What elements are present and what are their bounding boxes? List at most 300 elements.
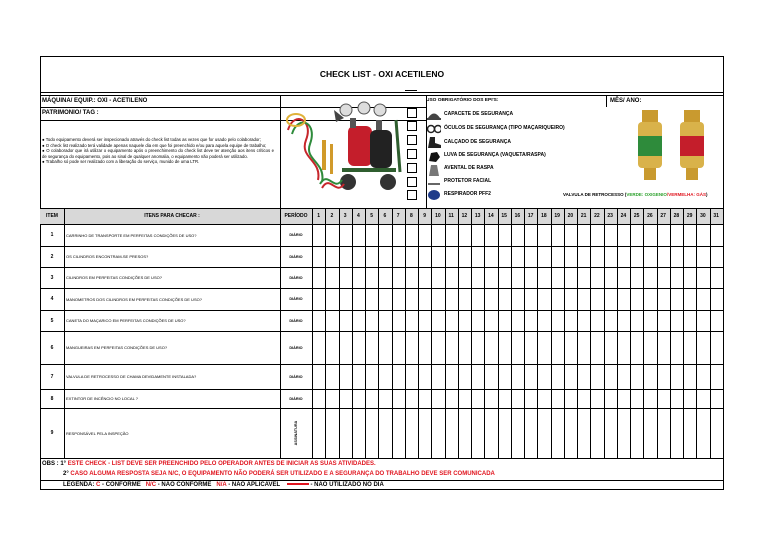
day-check-cell[interactable] bbox=[577, 389, 590, 408]
day-check-cell[interactable] bbox=[564, 246, 577, 267]
day-check-cell[interactable] bbox=[577, 310, 590, 331]
day-check-cell[interactable] bbox=[352, 408, 365, 458]
day-check-cell[interactable] bbox=[392, 331, 405, 364]
day-check-cell[interactable] bbox=[617, 310, 630, 331]
day-check-cell[interactable] bbox=[392, 288, 405, 310]
day-check-cell[interactable] bbox=[630, 408, 643, 458]
day-check-cell[interactable] bbox=[551, 246, 564, 267]
day-check-cell[interactable] bbox=[670, 408, 683, 458]
day-check-cell[interactable] bbox=[643, 267, 656, 288]
day-header: 26 bbox=[647, 213, 653, 219]
day-check-cell[interactable] bbox=[710, 246, 723, 267]
day-check-cell[interactable] bbox=[445, 389, 458, 408]
day-check-cell[interactable] bbox=[537, 224, 550, 246]
day-check-cell[interactable] bbox=[431, 267, 444, 288]
day-check-cell[interactable] bbox=[710, 267, 723, 288]
day-check-cell[interactable] bbox=[710, 408, 723, 458]
day-check-cell[interactable] bbox=[643, 288, 656, 310]
day-check-cell[interactable] bbox=[564, 267, 577, 288]
day-check-cell[interactable] bbox=[670, 389, 683, 408]
day-check-cell[interactable] bbox=[471, 224, 484, 246]
day-check-cell[interactable] bbox=[511, 408, 524, 458]
day-check-cell[interactable] bbox=[524, 246, 537, 267]
day-check-cell[interactable] bbox=[312, 267, 325, 288]
day-check-cell[interactable] bbox=[683, 364, 696, 389]
day-check-cell[interactable] bbox=[458, 267, 471, 288]
epis-title: USO OBRIGATÓRIO DOS EPI'S: bbox=[426, 98, 499, 103]
row-number: 5 bbox=[50, 317, 54, 324]
day-check-cell[interactable] bbox=[392, 224, 405, 246]
epi-checkbox-2[interactable] bbox=[407, 121, 417, 131]
day-check-cell[interactable] bbox=[524, 389, 537, 408]
day-check-cell[interactable] bbox=[418, 267, 431, 288]
day-check-cell[interactable] bbox=[657, 331, 670, 364]
epi-checkbox-7[interactable] bbox=[407, 190, 417, 200]
day-check-cell[interactable] bbox=[511, 331, 524, 364]
day-check-cell[interactable] bbox=[471, 364, 484, 389]
day-check-cell[interactable] bbox=[551, 408, 564, 458]
day-check-cell[interactable] bbox=[564, 364, 577, 389]
day-check-cell[interactable] bbox=[365, 246, 378, 267]
day-check-cell[interactable] bbox=[498, 224, 511, 246]
day-check-cell[interactable] bbox=[431, 389, 444, 408]
day-check-cell[interactable] bbox=[339, 267, 352, 288]
day-check-cell[interactable] bbox=[604, 288, 617, 310]
day-check-cell[interactable] bbox=[696, 389, 709, 408]
day-check-cell[interactable] bbox=[511, 389, 524, 408]
day-check-cell[interactable] bbox=[498, 267, 511, 288]
day-check-cell[interactable] bbox=[458, 364, 471, 389]
day-check-cell[interactable] bbox=[445, 364, 458, 389]
day-check-cell[interactable] bbox=[445, 267, 458, 288]
day-check-cell[interactable] bbox=[431, 224, 444, 246]
day-check-cell[interactable] bbox=[511, 288, 524, 310]
day-check-cell[interactable] bbox=[418, 224, 431, 246]
day-check-cell[interactable] bbox=[339, 310, 352, 331]
day-header: 31 bbox=[713, 213, 719, 219]
row-periodo: DIÁRIO bbox=[289, 396, 303, 401]
day-check-cell[interactable] bbox=[604, 267, 617, 288]
day-check-cell[interactable] bbox=[498, 246, 511, 267]
day-check-cell[interactable] bbox=[471, 408, 484, 458]
day-check-cell[interactable] bbox=[683, 288, 696, 310]
day-check-cell[interactable] bbox=[378, 288, 391, 310]
day-check-cell[interactable] bbox=[590, 310, 603, 331]
day-check-cell[interactable] bbox=[458, 288, 471, 310]
day-check-cell[interactable] bbox=[325, 288, 338, 310]
day-check-cell[interactable] bbox=[524, 267, 537, 288]
day-check-cell[interactable] bbox=[378, 224, 391, 246]
day-check-cell[interactable] bbox=[405, 364, 418, 389]
day-check-cell[interactable] bbox=[325, 267, 338, 288]
day-check-cell[interactable] bbox=[511, 246, 524, 267]
day-check-cell[interactable] bbox=[312, 389, 325, 408]
day-check-cell[interactable] bbox=[378, 408, 391, 458]
day-check-cell[interactable] bbox=[325, 364, 338, 389]
day-check-cell[interactable] bbox=[405, 408, 418, 458]
day-check-cell[interactable] bbox=[617, 364, 630, 389]
row-periodo: DIÁRIO bbox=[289, 318, 303, 323]
day-check-cell[interactable] bbox=[604, 364, 617, 389]
day-check-cell[interactable] bbox=[683, 310, 696, 331]
day-check-cell[interactable] bbox=[378, 246, 391, 267]
day-check-cell[interactable] bbox=[696, 310, 709, 331]
day-check-cell[interactable] bbox=[325, 224, 338, 246]
day-check-cell[interactable] bbox=[498, 389, 511, 408]
day-check-cell[interactable] bbox=[325, 331, 338, 364]
day-check-cell[interactable] bbox=[630, 331, 643, 364]
day-check-cell[interactable] bbox=[445, 310, 458, 331]
epi-checkbox-4[interactable] bbox=[407, 149, 417, 159]
day-check-cell[interactable] bbox=[471, 389, 484, 408]
day-check-cell[interactable] bbox=[498, 408, 511, 458]
day-check-cell[interactable] bbox=[537, 389, 550, 408]
day-check-cell[interactable] bbox=[339, 288, 352, 310]
day-check-cell[interactable] bbox=[604, 246, 617, 267]
day-check-cell[interactable] bbox=[670, 224, 683, 246]
col-rule bbox=[723, 208, 724, 458]
day-check-cell[interactable] bbox=[710, 310, 723, 331]
day-check-cell[interactable] bbox=[445, 331, 458, 364]
day-check-cell[interactable] bbox=[392, 389, 405, 408]
day-check-cell[interactable] bbox=[498, 310, 511, 331]
day-check-cell[interactable] bbox=[445, 288, 458, 310]
day-check-cell[interactable] bbox=[365, 267, 378, 288]
day-check-cell[interactable] bbox=[683, 389, 696, 408]
day-check-cell[interactable] bbox=[551, 288, 564, 310]
day-check-cell[interactable] bbox=[418, 331, 431, 364]
day-check-cell[interactable] bbox=[670, 246, 683, 267]
day-check-cell[interactable] bbox=[683, 224, 696, 246]
day-check-cell[interactable] bbox=[564, 408, 577, 458]
day-check-cell[interactable] bbox=[617, 331, 630, 364]
day-check-cell[interactable] bbox=[643, 364, 656, 389]
day-check-cell[interactable] bbox=[471, 331, 484, 364]
day-check-cell[interactable] bbox=[484, 408, 497, 458]
day-check-cell[interactable] bbox=[352, 331, 365, 364]
day-check-cell[interactable] bbox=[484, 364, 497, 389]
day-check-cell[interactable] bbox=[339, 389, 352, 408]
day-check-cell[interactable] bbox=[564, 288, 577, 310]
day-check-cell[interactable] bbox=[325, 408, 338, 458]
day-check-cell[interactable] bbox=[484, 331, 497, 364]
day-check-cell[interactable] bbox=[710, 331, 723, 364]
day-check-cell[interactable] bbox=[378, 331, 391, 364]
day-check-cell[interactable] bbox=[630, 288, 643, 310]
day-check-cell[interactable] bbox=[392, 267, 405, 288]
day-check-cell[interactable] bbox=[696, 267, 709, 288]
day-check-cell[interactable] bbox=[418, 408, 431, 458]
day-check-cell[interactable] bbox=[643, 408, 656, 458]
day-check-cell[interactable] bbox=[604, 389, 617, 408]
day-check-cell[interactable] bbox=[577, 267, 590, 288]
day-check-cell[interactable] bbox=[670, 310, 683, 331]
day-check-cell[interactable] bbox=[312, 224, 325, 246]
day-check-cell[interactable] bbox=[524, 331, 537, 364]
day-check-cell[interactable] bbox=[551, 310, 564, 331]
day-check-cell[interactable] bbox=[352, 246, 365, 267]
day-check-cell[interactable] bbox=[365, 288, 378, 310]
day-check-cell[interactable] bbox=[564, 331, 577, 364]
day-check-cell[interactable] bbox=[484, 288, 497, 310]
day-check-cell[interactable] bbox=[339, 224, 352, 246]
day-check-cell[interactable] bbox=[392, 310, 405, 331]
day-check-cell[interactable] bbox=[352, 310, 365, 331]
day-check-cell[interactable] bbox=[524, 310, 537, 331]
day-check-cell[interactable] bbox=[418, 288, 431, 310]
day-check-cell[interactable] bbox=[710, 288, 723, 310]
day-check-cell[interactable] bbox=[458, 408, 471, 458]
day-check-cell[interactable] bbox=[484, 310, 497, 331]
day-check-cell[interactable] bbox=[590, 408, 603, 458]
day-check-cell[interactable] bbox=[484, 389, 497, 408]
day-check-cell[interactable] bbox=[445, 246, 458, 267]
day-check-cell[interactable] bbox=[696, 246, 709, 267]
day-check-cell[interactable] bbox=[670, 288, 683, 310]
day-check-cell[interactable] bbox=[458, 389, 471, 408]
day-check-cell[interactable] bbox=[431, 310, 444, 331]
day-check-cell[interactable] bbox=[590, 389, 603, 408]
day-check-cell[interactable] bbox=[657, 389, 670, 408]
legend-c-code: C bbox=[96, 482, 101, 488]
day-check-cell[interactable] bbox=[365, 408, 378, 458]
day-check-cell[interactable] bbox=[511, 224, 524, 246]
day-check-cell[interactable] bbox=[657, 310, 670, 331]
day-check-cell[interactable] bbox=[418, 246, 431, 267]
day-check-cell[interactable] bbox=[657, 364, 670, 389]
day-check-cell[interactable] bbox=[710, 224, 723, 246]
day-check-cell[interactable] bbox=[524, 224, 537, 246]
epi-checkbox-5[interactable] bbox=[407, 163, 417, 173]
day-check-cell[interactable] bbox=[458, 224, 471, 246]
day-check-cell[interactable] bbox=[378, 310, 391, 331]
day-check-cell[interactable] bbox=[511, 267, 524, 288]
day-check-cell[interactable] bbox=[458, 310, 471, 331]
day-check-cell[interactable] bbox=[445, 224, 458, 246]
header-itens: ITENS PARA CHECAR : bbox=[144, 213, 200, 219]
day-check-cell[interactable] bbox=[670, 331, 683, 364]
day-check-cell[interactable] bbox=[339, 246, 352, 267]
day-check-cell[interactable] bbox=[471, 246, 484, 267]
day-check-cell[interactable] bbox=[657, 408, 670, 458]
day-check-cell[interactable] bbox=[431, 331, 444, 364]
day-check-cell[interactable] bbox=[537, 331, 550, 364]
day-check-cell[interactable] bbox=[431, 246, 444, 267]
day-check-cell[interactable] bbox=[630, 364, 643, 389]
day-check-cell[interactable] bbox=[617, 267, 630, 288]
day-check-cell[interactable] bbox=[458, 331, 471, 364]
day-check-cell[interactable] bbox=[657, 246, 670, 267]
day-check-cell[interactable] bbox=[471, 288, 484, 310]
day-check-cell[interactable] bbox=[604, 224, 617, 246]
day-check-cell[interactable] bbox=[643, 246, 656, 267]
day-check-cell[interactable] bbox=[325, 246, 338, 267]
day-check-cell[interactable] bbox=[590, 331, 603, 364]
day-check-cell[interactable] bbox=[339, 364, 352, 389]
day-check-cell[interactable] bbox=[312, 364, 325, 389]
day-check-cell[interactable] bbox=[537, 267, 550, 288]
day-check-cell[interactable] bbox=[484, 267, 497, 288]
day-check-cell[interactable] bbox=[537, 364, 550, 389]
day-check-cell[interactable] bbox=[378, 267, 391, 288]
day-check-cell[interactable] bbox=[643, 331, 656, 364]
day-check-cell[interactable] bbox=[617, 288, 630, 310]
day-check-cell[interactable] bbox=[710, 389, 723, 408]
day-check-cell[interactable] bbox=[537, 246, 550, 267]
day-check-cell[interactable] bbox=[577, 246, 590, 267]
day-check-cell[interactable] bbox=[312, 246, 325, 267]
day-check-cell[interactable] bbox=[696, 224, 709, 246]
day-check-cell[interactable] bbox=[577, 364, 590, 389]
day-check-cell[interactable] bbox=[378, 364, 391, 389]
day-check-cell[interactable] bbox=[405, 331, 418, 364]
day-check-cell[interactable] bbox=[564, 310, 577, 331]
day-check-cell[interactable] bbox=[445, 408, 458, 458]
day-check-cell[interactable] bbox=[643, 389, 656, 408]
day-check-cell[interactable] bbox=[577, 408, 590, 458]
day-check-cell[interactable] bbox=[312, 288, 325, 310]
day-check-cell[interactable] bbox=[405, 246, 418, 267]
day-check-cell[interactable] bbox=[405, 310, 418, 331]
day-check-cell[interactable] bbox=[643, 310, 656, 331]
day-check-cell[interactable] bbox=[683, 408, 696, 458]
day-check-cell[interactable] bbox=[511, 364, 524, 389]
day-check-cell[interactable] bbox=[630, 224, 643, 246]
day-check-cell[interactable] bbox=[696, 408, 709, 458]
day-check-cell[interactable] bbox=[365, 224, 378, 246]
day-check-cell[interactable] bbox=[551, 364, 564, 389]
day-check-cell[interactable] bbox=[498, 364, 511, 389]
day-check-cell[interactable] bbox=[405, 224, 418, 246]
day-check-cell[interactable] bbox=[683, 246, 696, 267]
day-check-cell[interactable] bbox=[551, 224, 564, 246]
day-check-cell[interactable] bbox=[590, 267, 603, 288]
day-check-cell[interactable] bbox=[312, 331, 325, 364]
day-check-cell[interactable] bbox=[392, 246, 405, 267]
day-check-cell[interactable] bbox=[657, 267, 670, 288]
day-check-cell[interactable] bbox=[392, 408, 405, 458]
day-check-cell[interactable] bbox=[365, 389, 378, 408]
day-check-cell[interactable] bbox=[590, 224, 603, 246]
day-check-cell[interactable] bbox=[643, 224, 656, 246]
day-check-cell[interactable] bbox=[431, 364, 444, 389]
day-check-cell[interactable] bbox=[617, 246, 630, 267]
day-check-cell[interactable] bbox=[590, 246, 603, 267]
day-check-cell[interactable] bbox=[418, 389, 431, 408]
day-check-cell[interactable] bbox=[431, 408, 444, 458]
day-check-cell[interactable] bbox=[352, 224, 365, 246]
day-check-cell[interactable] bbox=[312, 310, 325, 331]
day-check-cell[interactable] bbox=[339, 331, 352, 364]
day-check-cell[interactable] bbox=[312, 408, 325, 458]
day-check-cell[interactable] bbox=[617, 389, 630, 408]
day-check-cell[interactable] bbox=[577, 331, 590, 364]
day-check-cell[interactable] bbox=[551, 389, 564, 408]
day-check-cell[interactable] bbox=[617, 224, 630, 246]
day-check-cell[interactable] bbox=[617, 408, 630, 458]
day-check-cell[interactable] bbox=[339, 408, 352, 458]
day-header: 8 bbox=[409, 213, 413, 219]
day-check-cell[interactable] bbox=[471, 310, 484, 331]
day-check-cell[interactable] bbox=[484, 246, 497, 267]
day-check-cell[interactable] bbox=[352, 267, 365, 288]
day-check-cell[interactable] bbox=[325, 389, 338, 408]
day-check-cell[interactable] bbox=[365, 364, 378, 389]
day-check-cell[interactable] bbox=[524, 288, 537, 310]
epi-checkbox-3[interactable] bbox=[407, 135, 417, 145]
row-item-text: CILINDROS EM PERFEITAS CONDIÇÕES DE USO? bbox=[66, 275, 162, 280]
day-check-cell[interactable] bbox=[458, 246, 471, 267]
day-check-cell[interactable] bbox=[511, 310, 524, 331]
day-check-cell[interactable] bbox=[710, 364, 723, 389]
day-check-cell[interactable] bbox=[630, 310, 643, 331]
row-item-text: OS CILINDROS ENCONTRAM-SE PRESOS? bbox=[66, 254, 149, 259]
day-check-cell[interactable] bbox=[378, 389, 391, 408]
day-check-cell[interactable] bbox=[657, 288, 670, 310]
day-check-cell[interactable] bbox=[657, 224, 670, 246]
day-check-cell[interactable] bbox=[418, 364, 431, 389]
day-check-cell[interactable] bbox=[630, 267, 643, 288]
day-check-cell[interactable] bbox=[392, 364, 405, 389]
day-check-cell[interactable] bbox=[352, 389, 365, 408]
day-check-cell[interactable] bbox=[524, 408, 537, 458]
day-check-cell[interactable] bbox=[352, 288, 365, 310]
day-check-cell[interactable] bbox=[590, 288, 603, 310]
day-check-cell[interactable] bbox=[498, 331, 511, 364]
legend-nc-text: - NÃO CONFORME bbox=[157, 482, 212, 488]
day-check-cell[interactable] bbox=[564, 389, 577, 408]
epi-checkbox-6[interactable] bbox=[407, 177, 417, 187]
day-check-cell[interactable] bbox=[365, 331, 378, 364]
day-check-cell[interactable] bbox=[630, 246, 643, 267]
day-check-cell[interactable] bbox=[365, 310, 378, 331]
day-check-cell[interactable] bbox=[431, 288, 444, 310]
day-check-cell[interactable] bbox=[537, 288, 550, 310]
day-check-cell[interactable] bbox=[604, 331, 617, 364]
day-check-cell[interactable] bbox=[498, 288, 511, 310]
day-check-cell[interactable] bbox=[325, 310, 338, 331]
day-check-cell[interactable] bbox=[418, 310, 431, 331]
day-check-cell[interactable] bbox=[590, 364, 603, 389]
day-check-cell[interactable] bbox=[683, 267, 696, 288]
epi-checkbox-1[interactable] bbox=[407, 108, 417, 118]
day-check-cell[interactable] bbox=[577, 288, 590, 310]
day-check-cell[interactable] bbox=[683, 331, 696, 364]
day-check-cell[interactable] bbox=[551, 331, 564, 364]
day-check-cell[interactable] bbox=[352, 364, 365, 389]
day-check-cell[interactable] bbox=[471, 267, 484, 288]
day-check-cell[interactable] bbox=[405, 267, 418, 288]
day-check-cell[interactable] bbox=[551, 267, 564, 288]
day-check-cell[interactable] bbox=[670, 364, 683, 389]
row-number: 8 bbox=[50, 395, 54, 402]
day-check-cell[interactable] bbox=[630, 389, 643, 408]
day-check-cell[interactable] bbox=[537, 310, 550, 331]
day-check-cell[interactable] bbox=[484, 224, 497, 246]
day-check-cell[interactable] bbox=[524, 364, 537, 389]
day-check-cell[interactable] bbox=[405, 288, 418, 310]
day-check-cell[interactable] bbox=[577, 224, 590, 246]
day-check-cell[interactable] bbox=[564, 224, 577, 246]
day-check-cell[interactable] bbox=[696, 288, 709, 310]
day-check-cell[interactable] bbox=[670, 267, 683, 288]
day-check-cell[interactable] bbox=[604, 310, 617, 331]
day-check-cell[interactable] bbox=[537, 408, 550, 458]
day-check-cell[interactable] bbox=[405, 389, 418, 408]
day-check-cell[interactable] bbox=[604, 408, 617, 458]
day-check-cell[interactable] bbox=[696, 364, 709, 389]
day-check-cell[interactable] bbox=[696, 331, 709, 364]
